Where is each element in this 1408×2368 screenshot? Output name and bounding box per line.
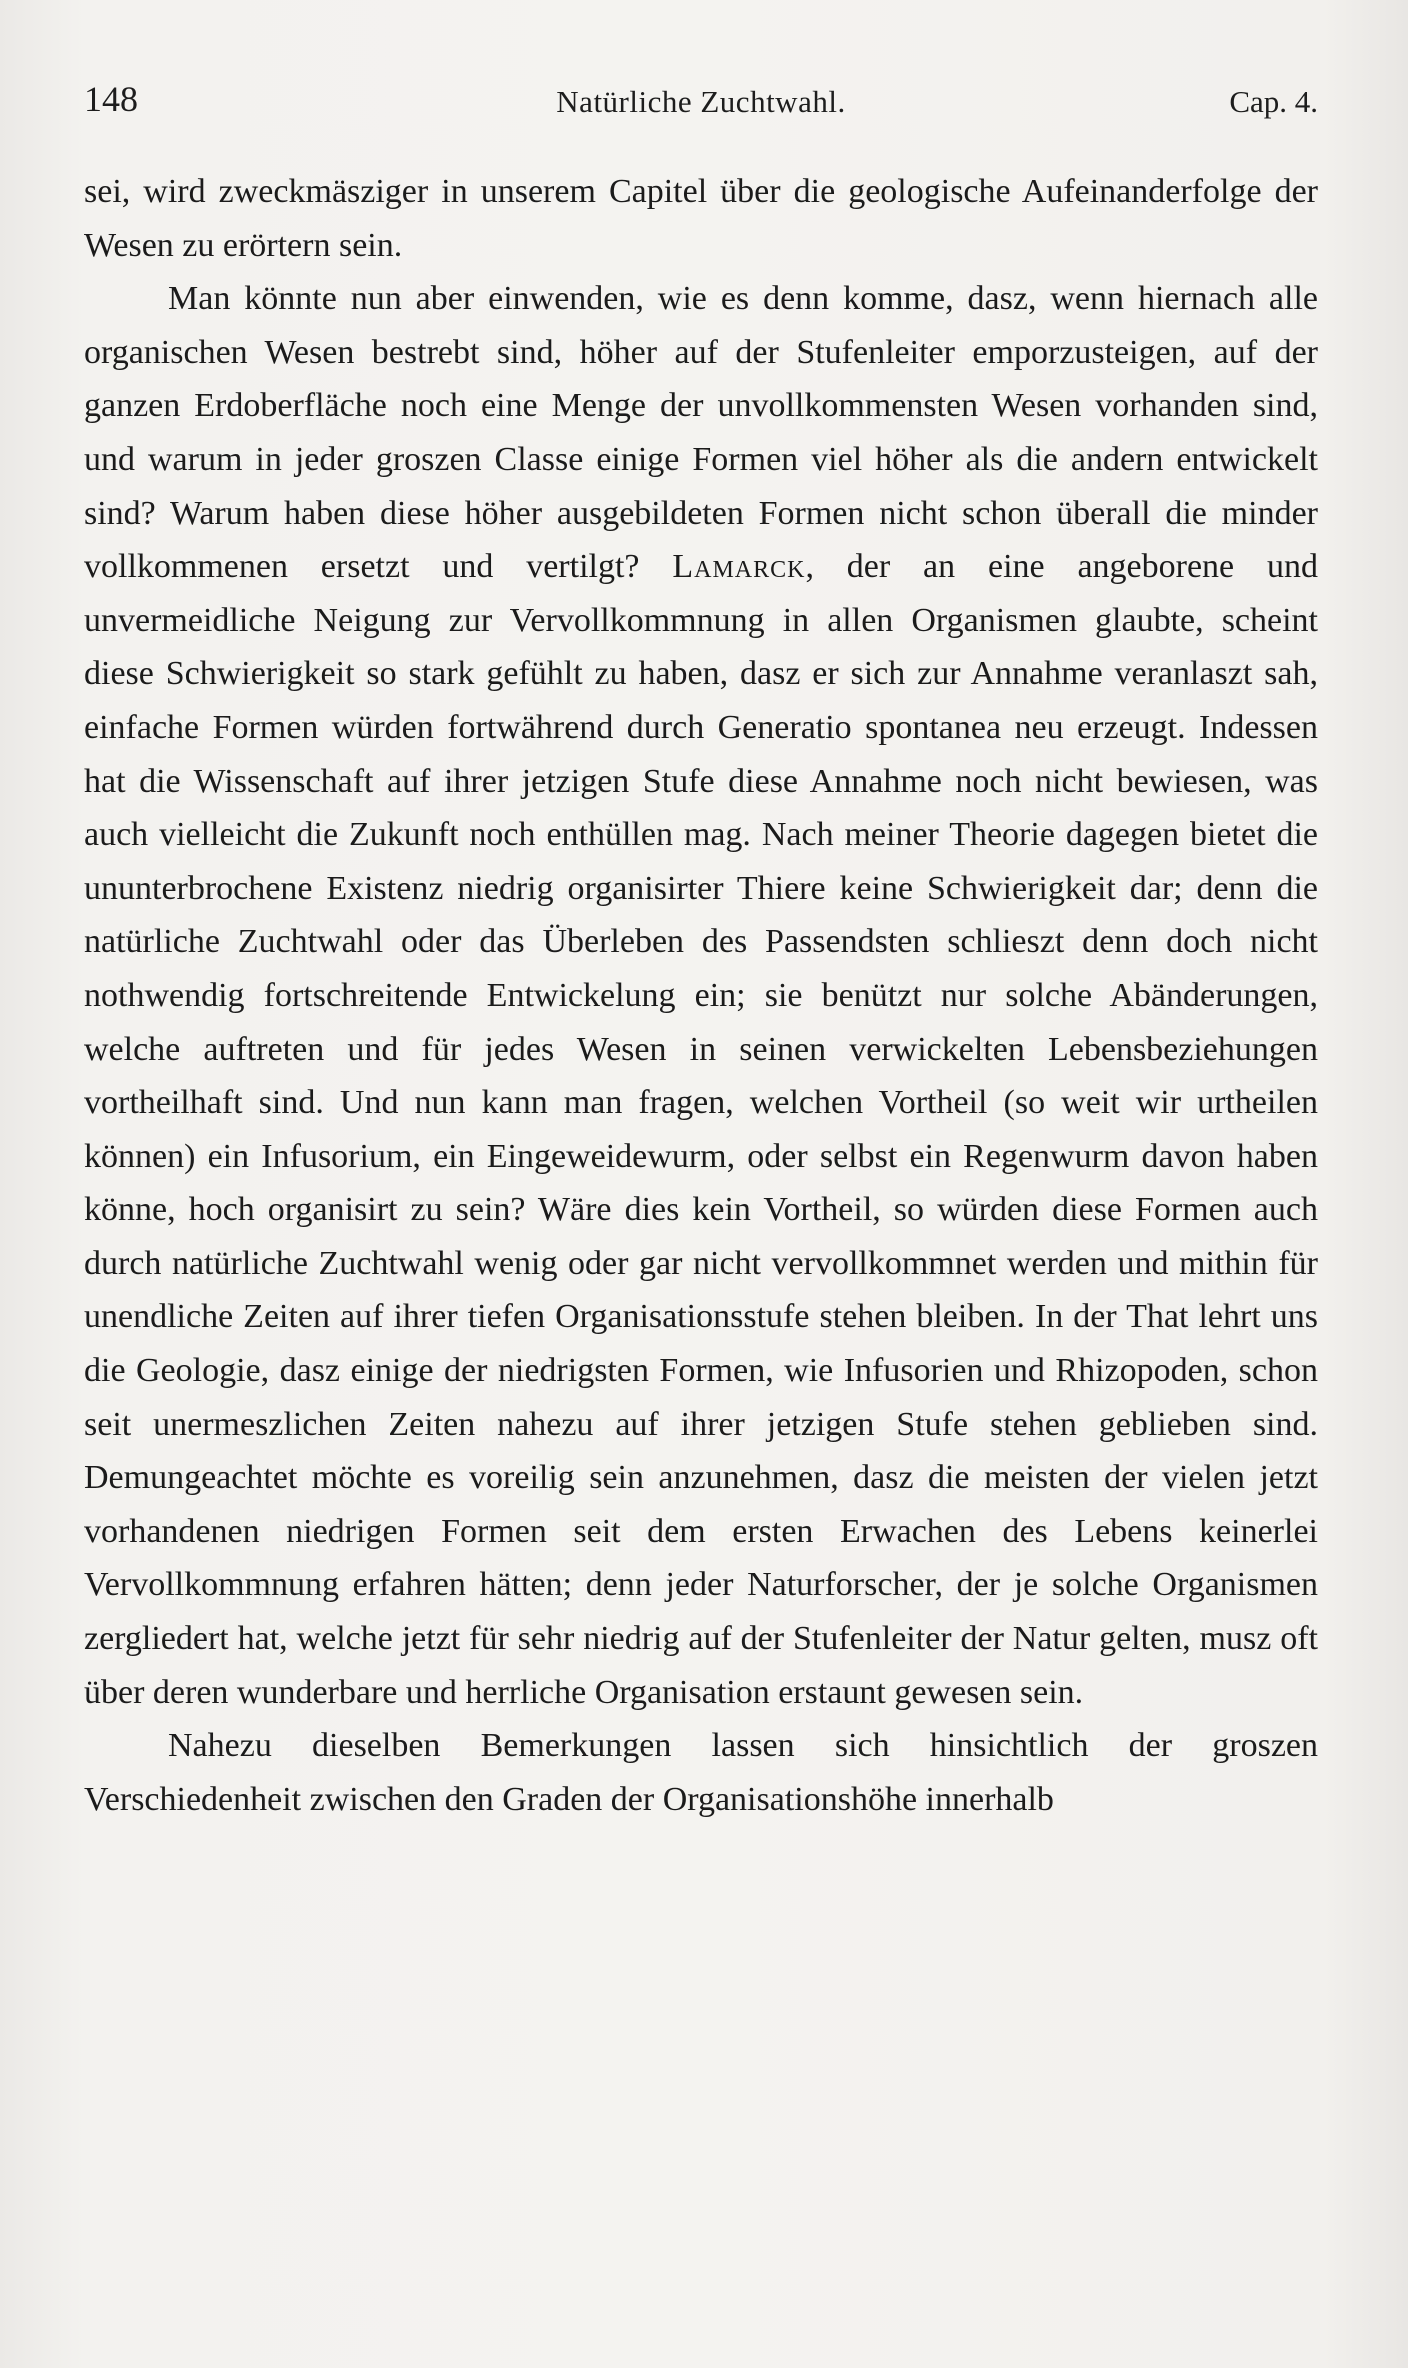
body-text [84,165,1318,1826]
paragraph-continuation: sei, wird zweckmäsziger in unserem Capitel über die geologische Aufeinanderfolge der Wesen zu erörtern sein. [84,173,1318,264]
page-number: 148 [84,79,138,119]
paragraph-final: Nahezu dieselben Bemerkungen lassen sich hinsichtlich der groszen Verschiedenheit zwischen den Graden der Organisationshöhe innerhalb [84,1727,1318,1818]
paragraph-text: Man könnte nun aber einwenden, wie es denn komme, dasz, wenn hiernach alle organischen Wesen bestrebt sind, höher auf der Stufenleiter emporzusteigen, auf der ganzen Erdoberfläche noch eine Menge der unvollkommensten Wesen vorhanden sind, und warum in jeder groszen Classe einige Formen viel höher als die andern entwickelt sind? Warum haben diese höher ausgebildeten Formen nicht schon überall die minder vollkommenen ersetzt und vertilgt? [84,280,1318,586]
paragraph-lamarck [84,272,1318,1719]
author-name: Lamarck [672,548,806,586]
chapter-label: Cap. 4. [1229,84,1318,119]
paragraph-text: , der an eine angeborene und unvermeidliche Neigung zur Vervollkommnung in allen Organismen glaubte, scheint diese Schwierigkeit so stark gefühlt zu haben, dasz er sich zur Annahme veranlaszt sah, einfache Formen würden fortwährend durch Generatio spontanea neu erzeugt. Indessen hat die Wissenschaft auf ihrer jetzigen Stufe diese Annahme noch nicht bewiesen, was auch vielleicht die Zukunft noch enthüllen mag. Nach meiner Theorie dagegen bietet die ununterbrochene Existenz niedrig organisirter Thiere keine Schwierigkeit dar; denn die natürliche Zuchtwahl oder das Überleben des Passendsten schlieszt denn doch nicht nothwendig fortschreitende Entwickelung ein; sie benützt nur solche Abänderungen, welche auftreten und für jedes Wesen in seinen verwickelten Lebensbeziehungen vortheilhaft sind. Und nun kann man fragen, welchen Vortheil (so weit wir urtheilen können) ein Infusorium, ein Eingeweidewurm, oder selbst ein Regenwurm davon haben könne, hoch organisirt zu sein? Wäre dies kein Vortheil, so würden diese Formen auch durch natürliche Zuchtwahl wenig oder gar nicht vervollkommnet werden und mithin für unendliche Zeiten auf ihrer tiefen Organisationsstufe stehen bleiben. In der That lehrt uns die Geologie, dasz einige der niedrigsten Formen, wie Infusorien und Rhizopoden, schon seit unermeszlichen Zeiten nahezu auf ihrer jetzigen Stufe stehen geblieben sind. Demungeachtet möchte es voreilig sein anzunehmen, dasz die meisten der vielen jetzt vorhandenen niedrigen Formen seit dem ersten Erwachen des Lebens keinerlei Vervollkommnung erfahren hätten; denn jeder Naturforscher, der je solche Organismen zergliedert hat, welche jetzt für sehr niedrig auf der Stufenleiter der Natur gelten, musz oft über deren wunderbare und herrliche Organisation erstaunt gewesen sein. [84,548,1318,1711]
page-header [84,78,1318,138]
running-title: Natürliche Zuchtwahl. [556,84,846,119]
